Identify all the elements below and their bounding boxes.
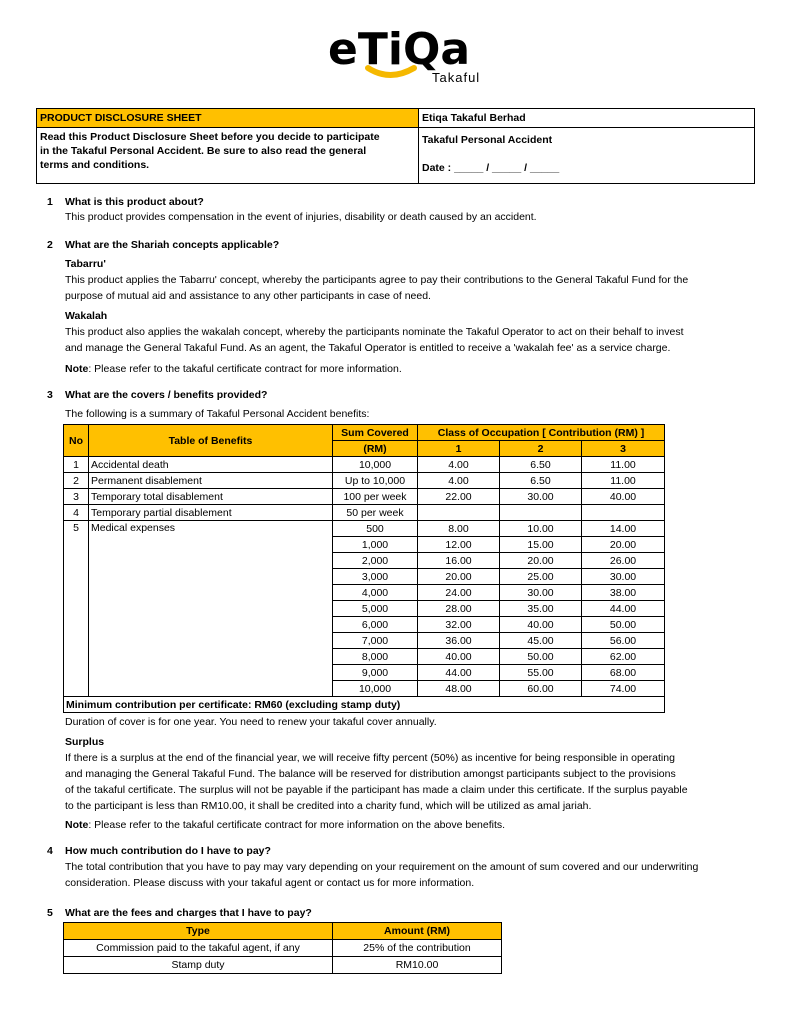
cell-sum: 8,000 bbox=[333, 649, 418, 665]
section-question: How much contribution do I have to pay? bbox=[65, 845, 271, 857]
cell-class-3: 40.00 bbox=[582, 489, 665, 505]
col-header-type: Type bbox=[64, 923, 333, 940]
intro-line: in the Takaful Personal Accident. Be sure to also read the general bbox=[40, 145, 367, 157]
tabarru-heading: Tabarru' bbox=[65, 258, 106, 270]
cell-class-1 bbox=[418, 505, 500, 521]
cell-benefit: Permanent disablement bbox=[89, 473, 333, 489]
note-text: : Please refer to the takaful certificate contract for more information. bbox=[88, 363, 402, 375]
col-header-no: No bbox=[64, 425, 89, 457]
cell-no: 2 bbox=[64, 473, 89, 489]
cell-class-3: 30.00 bbox=[582, 569, 665, 585]
cell-class-2 bbox=[500, 505, 582, 521]
logo-sub-text: Takaful bbox=[432, 70, 481, 85]
cell-sum: 10,000 bbox=[333, 681, 418, 697]
cell-class-2: 40.00 bbox=[500, 617, 582, 633]
cell-class-1: 4.00 bbox=[418, 457, 500, 473]
cell-class-3: 11.00 bbox=[582, 457, 665, 473]
note-text: : Please refer to the takaful certificate contract for more information on the above benefits. bbox=[88, 819, 506, 831]
cell-class-1: 32.00 bbox=[418, 617, 500, 633]
cell-class-2: 50.00 bbox=[500, 649, 582, 665]
cell-class-3: 62.00 bbox=[582, 649, 665, 665]
section-2-note bbox=[65, 361, 755, 377]
cell-type: Commission paid to the takaful agent, if any bbox=[64, 940, 333, 957]
cell-class-3 bbox=[582, 505, 665, 521]
col-header-benefit: Table of Benefits bbox=[89, 425, 333, 457]
table-row bbox=[64, 521, 665, 537]
col-header-sum: Sum Covered bbox=[333, 425, 418, 441]
cell-class-1: 44.00 bbox=[418, 665, 500, 681]
cell-class-1: 16.00 bbox=[418, 553, 500, 569]
cell-class-2: 6.50 bbox=[500, 457, 582, 473]
cell-class-2: 20.00 bbox=[500, 553, 582, 569]
cell-class-2: 6.50 bbox=[500, 473, 582, 489]
cell-class-2: 10.00 bbox=[500, 521, 582, 537]
etiqa-logo bbox=[328, 24, 488, 90]
benefits-table bbox=[63, 424, 665, 713]
cell-class-1: 4.00 bbox=[418, 473, 500, 489]
section-1-answer: This product provides compensation in the event of injuries, disability or death caused by an accident. bbox=[65, 211, 537, 223]
cell-class-1: 24.00 bbox=[418, 585, 500, 601]
cell-sum: 2,000 bbox=[333, 553, 418, 569]
section-4-answer-2: consideration. Please discuss with your takaful agent or contact us for more information. bbox=[65, 877, 475, 889]
col-header-amount: Amount (RM) bbox=[333, 923, 502, 940]
header-table bbox=[36, 108, 755, 184]
cell-sum: 6,000 bbox=[333, 617, 418, 633]
section-number: 4 bbox=[47, 845, 53, 857]
cell-class-1: 28.00 bbox=[418, 601, 500, 617]
header-product-cell bbox=[419, 128, 755, 184]
cell-sum: 10,000 bbox=[333, 457, 418, 473]
cell-class-2: 60.00 bbox=[500, 681, 582, 697]
col-header-class-2: 2 bbox=[500, 441, 582, 457]
surplus-line-4: to the participant is less than RM10.00, it shall be credited into a charity fund, which will be utilized as amal jariah. bbox=[65, 800, 592, 812]
cell-class-3: 68.00 bbox=[582, 665, 665, 681]
section-question: What is this product about? bbox=[65, 196, 204, 208]
cell-class-3: 44.00 bbox=[582, 601, 665, 617]
table-row bbox=[64, 489, 665, 505]
cell-class-2: 25.00 bbox=[500, 569, 582, 585]
note-label: Note bbox=[65, 363, 89, 375]
cell-amount: 25% of the contribution bbox=[333, 940, 502, 957]
cell-no: 3 bbox=[64, 489, 89, 505]
duration-text: Duration of cover is for one year. You need to renew your takaful cover annually. bbox=[65, 716, 437, 728]
cell-class-3: 56.00 bbox=[582, 633, 665, 649]
col-header-sum-unit: (RM) bbox=[333, 441, 418, 457]
section-number: 3 bbox=[47, 389, 53, 401]
cell-class-2: 35.00 bbox=[500, 601, 582, 617]
table-row bbox=[64, 957, 502, 974]
cell-sum: 4,000 bbox=[333, 585, 418, 601]
header-date: Date : _____ / _____ / _____ bbox=[422, 162, 560, 174]
cell-class-1: 8.00 bbox=[418, 521, 500, 537]
surplus-line-2: and managing the General Takaful Fund. The balance will be reserved for distribution amongst participants subject to the provisions bbox=[65, 768, 676, 780]
fees-table bbox=[63, 922, 502, 974]
cell-benefit: Temporary total disablement bbox=[89, 489, 333, 505]
cell-sum: 9,000 bbox=[333, 665, 418, 681]
cell-class-1: 12.00 bbox=[418, 537, 500, 553]
cell-benefit: Temporary partial disablement bbox=[89, 505, 333, 521]
cell-class-2: 15.00 bbox=[500, 537, 582, 553]
cell-no: 4 bbox=[64, 505, 89, 521]
cell-benefit: Accidental death bbox=[89, 457, 333, 473]
cell-sum: 7,000 bbox=[333, 633, 418, 649]
table-row bbox=[64, 473, 665, 489]
section-number: 1 bbox=[47, 196, 53, 208]
header-intro bbox=[37, 128, 419, 184]
cell-sum: 5,000 bbox=[333, 601, 418, 617]
col-header-class-3: 3 bbox=[582, 441, 665, 457]
wakalah-line-2: and manage the General Takaful Fund. As an agent, the Takaful Operator is entitled to receive a 'wakalah fee' as a service charge. bbox=[65, 342, 671, 354]
section-number: 2 bbox=[47, 239, 53, 251]
cell-sum: 50 per week bbox=[333, 505, 418, 521]
header-company: Etiqa Takaful Berhad bbox=[419, 109, 755, 128]
cell-class-2: 55.00 bbox=[500, 665, 582, 681]
section-question: What are the Shariah concepts applicable? bbox=[65, 239, 280, 251]
section-4-answer-1: The total contribution that you have to pay may vary depending on your requirement on the amount of sum covered and our underwriting bbox=[65, 861, 699, 873]
cell-sum: 3,000 bbox=[333, 569, 418, 585]
tabarru-line-2: purpose of mutual aid and assistance to any other participants in case of need. bbox=[65, 290, 431, 302]
surplus-line-1: If there is a surplus at the end of the financial year, we will receive fifty percent (50%) as incentive for being responsible in operating bbox=[65, 752, 675, 764]
table-row bbox=[64, 940, 502, 957]
cell-class-1: 48.00 bbox=[418, 681, 500, 697]
cell-sum: 1,000 bbox=[333, 537, 418, 553]
wakalah-heading: Wakalah bbox=[65, 310, 108, 322]
logo-brand-text: eTiQa bbox=[328, 24, 471, 75]
section-question: What are the fees and charges that I have to pay? bbox=[65, 907, 312, 919]
col-header-class-1: 1 bbox=[418, 441, 500, 457]
cell-class-2: 30.00 bbox=[500, 585, 582, 601]
intro-line: terms and conditions. bbox=[40, 159, 150, 171]
cell-class-1: 22.00 bbox=[418, 489, 500, 505]
cell-sum: 100 per week bbox=[333, 489, 418, 505]
cell-amount: RM10.00 bbox=[333, 957, 502, 974]
cell-benefit: Medical expenses bbox=[89, 521, 333, 697]
cell-no: 1 bbox=[64, 457, 89, 473]
cell-class-1: 20.00 bbox=[418, 569, 500, 585]
cell-no: 5 bbox=[64, 521, 89, 697]
min-contribution: Minimum contribution per certificate: RM60 (excluding stamp duty) bbox=[64, 697, 665, 713]
cell-class-2: 45.00 bbox=[500, 633, 582, 649]
note-label: Note bbox=[65, 819, 89, 831]
wakalah-line-1: This product also applies the wakalah concept, whereby the participants nominate the Takaful Operator to act on their behalf to invest bbox=[65, 326, 684, 338]
section-number: 5 bbox=[47, 907, 53, 919]
cell-class-3: 38.00 bbox=[582, 585, 665, 601]
cell-class-3: 26.00 bbox=[582, 553, 665, 569]
intro-line: Read this Product Disclosure Sheet before you decide to participate bbox=[40, 131, 380, 143]
cell-type: Stamp duty bbox=[64, 957, 333, 974]
header-title: PRODUCT DISCLOSURE SHEET bbox=[37, 109, 419, 128]
cell-class-3: 74.00 bbox=[582, 681, 665, 697]
cell-class-2: 30.00 bbox=[500, 489, 582, 505]
cell-sum: 500 bbox=[333, 521, 418, 537]
cell-class-3: 20.00 bbox=[582, 537, 665, 553]
surplus-heading: Surplus bbox=[65, 736, 105, 748]
section-3-note bbox=[65, 817, 755, 833]
tabarru-line-1: This product applies the Tabarru' concept, whereby the participants agree to pay their contributions to the General Takaful Fund for the bbox=[65, 274, 689, 286]
cell-class-1: 36.00 bbox=[418, 633, 500, 649]
table-footer-row bbox=[64, 697, 665, 713]
table-row bbox=[64, 505, 665, 521]
cell-class-3: 50.00 bbox=[582, 617, 665, 633]
cell-class-1: 40.00 bbox=[418, 649, 500, 665]
table-row bbox=[64, 457, 665, 473]
col-header-class: Class of Occupation [ Contribution (RM) ] bbox=[418, 425, 665, 441]
surplus-line-3: of the takaful certificate. The surplus will not be payable if the participant has made a claim under this certificate. If the surplus payable bbox=[65, 784, 688, 796]
cell-class-3: 11.00 bbox=[582, 473, 665, 489]
header-product: Takaful Personal Accident bbox=[422, 134, 553, 146]
cell-sum: Up to 10,000 bbox=[333, 473, 418, 489]
benefits-intro: The following is a summary of Takaful Personal Accident benefits: bbox=[65, 408, 370, 420]
section-question: What are the covers / benefits provided? bbox=[65, 389, 268, 401]
cell-class-3: 14.00 bbox=[582, 521, 665, 537]
